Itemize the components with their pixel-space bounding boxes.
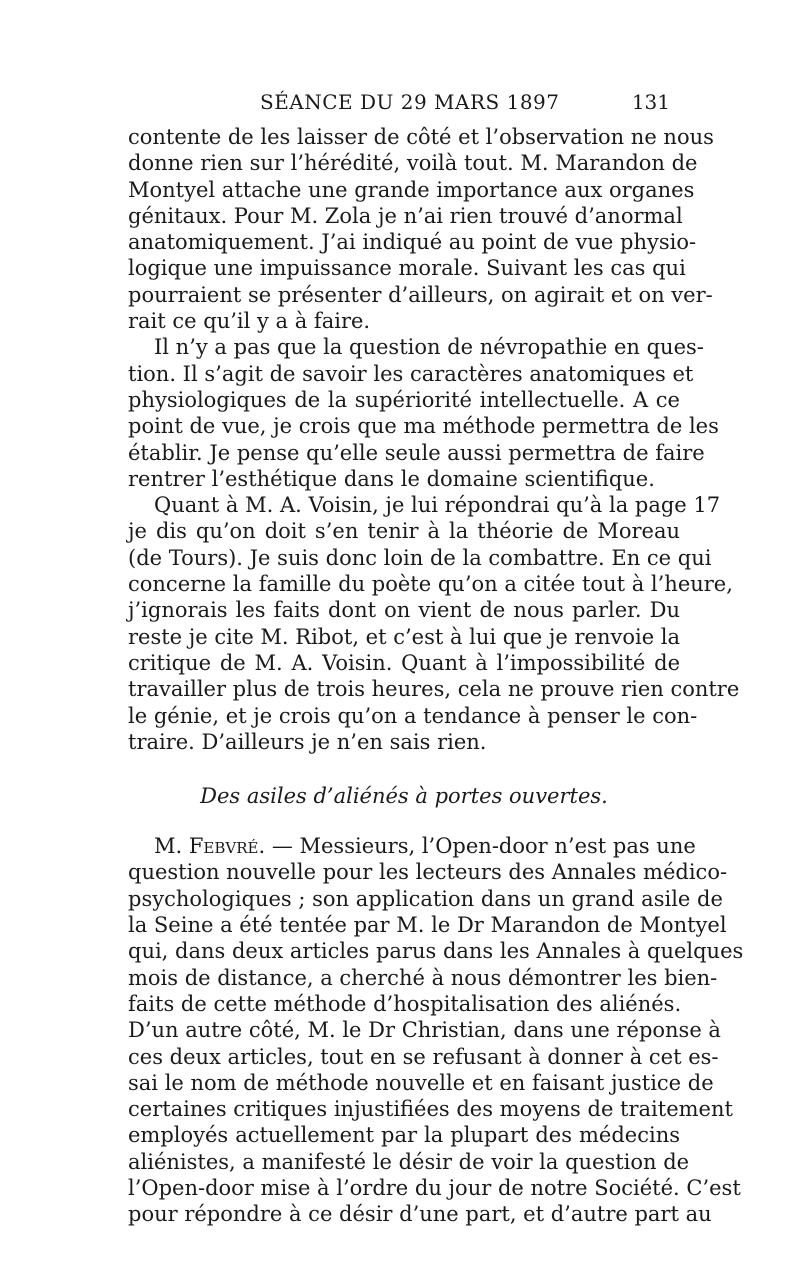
text-line: reste je cite M. Ribot, et c’est à lui que je renvoie la <box>128 624 681 649</box>
spacer <box>128 755 680 781</box>
text-line: point de vue, je crois que ma méthode permettra de les <box>128 414 719 439</box>
paragraph-2 <box>128 334 719 492</box>
running-title: SÉANCE DU 29 MARS 1897 <box>260 90 560 114</box>
text-line: Montyel attache une grande importance aux organes <box>128 177 695 202</box>
text-line: génitaux. Pour M. Zola je n’ai rien trouvé d’anormal <box>128 203 683 228</box>
text-line: tion. Il s’agit de savoir les caractères anatomiques et <box>128 361 694 386</box>
text-line: anatomiquement. J’ai indiqué au point de vue physio- <box>128 230 697 255</box>
text-line: la Seine a été tentée par M. le Dr Marandon de Montyel <box>128 913 727 938</box>
text-line-first <box>128 833 696 859</box>
text-line: question nouvelle pour les lecteurs des Annales médico- <box>128 860 728 885</box>
text-line: critique de M. A. Voisin. Quant à l’impossibilité de <box>128 650 680 675</box>
text-line: donne rien sur l’hérédité, voilà tout. M. Marandon de <box>128 151 698 176</box>
text-line: rentrer l’esthétique dans le domaine scientifique. <box>128 466 655 491</box>
text-line: rait ce qu’il y a à faire. <box>128 309 371 334</box>
text-line: (de Tours). Je suis donc loin de la combattre. En ce qui <box>128 545 712 570</box>
text-line: qui, dans deux articles parus dans les Annales à quelques <box>128 939 744 964</box>
text-line: certaines critiques injustifiées des moyens de traitement <box>128 1097 733 1122</box>
paragraph-4 <box>128 833 744 1227</box>
text-line: le génie, et je crois qu’on a tendance à penser le con- <box>128 703 698 728</box>
text-line: pourraient se présenter d’ailleurs, on agirait et on ver- <box>128 282 713 307</box>
spacer <box>128 811 680 833</box>
text-line: Il n’y a pas que la question de névropathie en ques- <box>154 335 704 360</box>
text-line: D’un autre côté, M. le Dr Christian, dans une réponse à <box>128 1018 721 1043</box>
page-body <box>128 124 744 1228</box>
text-line: aliénistes, a manifesté le désir de voir la question de <box>128 1149 690 1174</box>
text-line: travailler plus de trois heures, cela ne prouve rien contre <box>128 677 740 702</box>
text-line: j’ignorais les faits dont on vient de nous parler. Du <box>128 598 680 623</box>
section-heading: Des asiles d’aliénés à portes ouvertes. <box>200 784 608 809</box>
running-header <box>128 90 680 120</box>
text-line: je dis qu’on doit s’en tenir à la théorie de Moreau <box>128 519 680 544</box>
text-line: physiologiques de la supériorité intellectuelle. A ce <box>128 387 680 412</box>
text-line: faits de cette méthode d’hospitalisation des aliénés. <box>128 991 682 1016</box>
book-page <box>128 84 744 1264</box>
text-line: traire. D’ailleurs je n’en sais rien. <box>128 729 487 754</box>
text-run: — Messieurs, l’Open-door n’est pas une <box>265 834 696 859</box>
text-line: l’Open-door mise à l’ordre du jour de notre Société. C’est <box>128 1175 741 1200</box>
text-line: logique une impuissance morale. Suivant les cas qui <box>128 256 686 281</box>
text-line: Quant à M. A. Voisin, je lui répondrai qu’à la page 17 <box>154 493 721 518</box>
text-line: mois de distance, a cherché à nous démontrer les bien- <box>128 965 718 990</box>
text-line: contente de les laisser de côté et l’observation ne nous <box>128 125 714 149</box>
paragraph-3 <box>128 492 740 755</box>
text-line: sai le nom de méthode nouvelle et en faisant justice de <box>128 1070 714 1095</box>
text-line: ces deux articles, tout en se refusant à donner à cet es- <box>128 1044 719 1069</box>
speaker-name: M. Febvré. <box>154 834 266 859</box>
text-line: pour répondre à ce désir d’une part, et d’autre part au <box>128 1202 712 1227</box>
text-line: concerne la famille du poète qu’on a citée tout à l’heure, <box>128 572 733 597</box>
paragraph-1 <box>128 124 714 334</box>
text-line: établir. Je pense qu’elle seule aussi permettra de faire <box>128 440 705 465</box>
page-number: 131 <box>631 90 670 114</box>
text-line: psychologiques ; son application dans un grand asile de <box>128 886 723 911</box>
text-line: employés actuellement par la plupart des médecins <box>128 1123 680 1148</box>
